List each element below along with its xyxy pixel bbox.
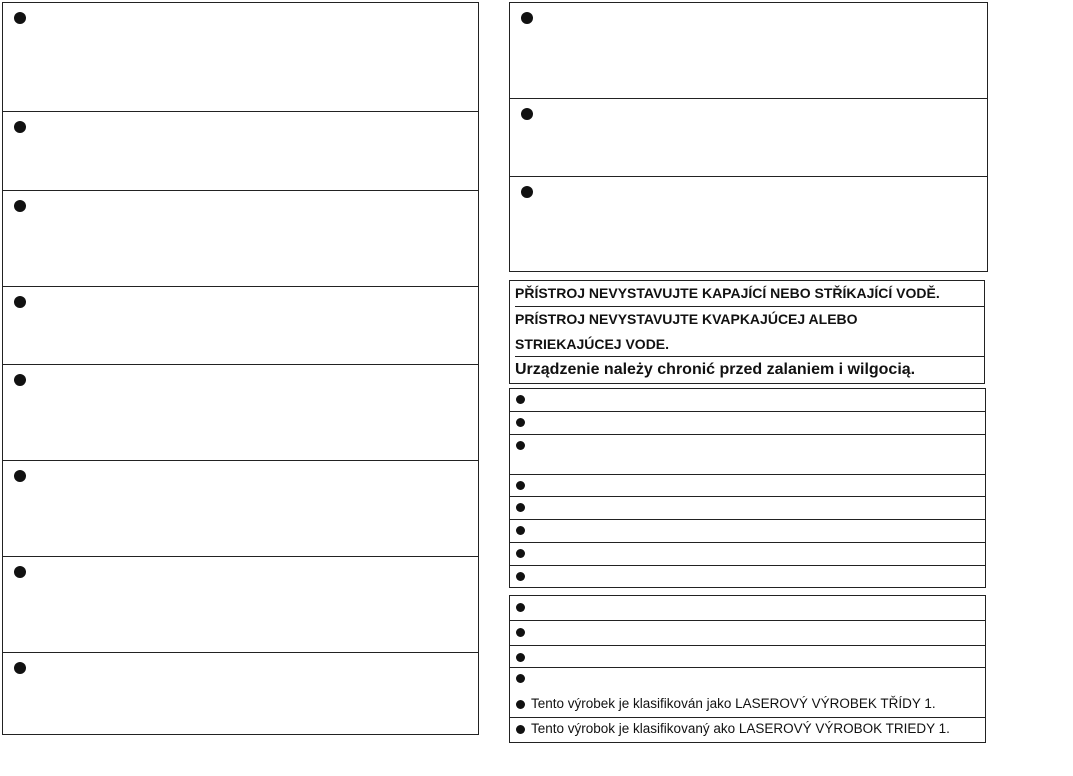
right-top-bullet-cell-3 <box>510 177 987 271</box>
left-bullet-cell-6 <box>3 461 478 557</box>
list1-item-4 <box>510 475 985 497</box>
bullet-icon <box>516 700 525 709</box>
left-bullet-cell-7 <box>3 557 478 653</box>
left-bullet-cell-1 <box>3 3 478 112</box>
bullet-icon <box>516 725 525 734</box>
bullet-icon <box>521 186 533 198</box>
left-bullet-panel <box>2 2 479 735</box>
bullet-icon <box>516 628 525 637</box>
left-bullet-cell-2 <box>3 112 478 191</box>
left-bullet-cell-5 <box>3 365 478 461</box>
bullet-icon <box>14 296 26 308</box>
bullet-icon <box>14 12 26 24</box>
bullet-icon <box>521 12 533 24</box>
bullet-icon <box>14 662 26 674</box>
list2-item-2 <box>510 621 985 646</box>
bullet-icon <box>516 395 525 404</box>
left-bullet-cell-3 <box>3 191 478 287</box>
bullet-icon <box>516 653 525 662</box>
right-bullet-list-1 <box>509 388 986 588</box>
list1-item-1 <box>510 389 985 412</box>
bullet-icon <box>516 549 525 558</box>
warning-polish-text: Urządzenie należy chronić przed zalaniem i wilgocią. <box>515 361 916 378</box>
warning-slovak-line1: PRÍSTROJ NEVYSTAVUJTE KVAPKAJÚCEJ ALEBO <box>515 311 858 327</box>
warning-slovak <box>515 307 984 357</box>
left-bullet-cell-8 <box>3 653 478 734</box>
laser-class-czech-text: Tento výrobek je klasifikován jako LASEROVÝ VÝROBEK TŘÍDY 1. <box>531 696 936 711</box>
left-bullet-cell-4 <box>3 287 478 365</box>
bullet-icon <box>521 108 533 120</box>
bullet-icon <box>14 121 26 133</box>
list1-item-6 <box>510 520 985 543</box>
bullet-icon <box>516 603 525 612</box>
right-top-bullet-cell-2 <box>510 99 987 177</box>
right-top-bullet-panel <box>509 2 988 272</box>
bullet-icon <box>516 503 525 512</box>
warning-polish <box>515 357 984 383</box>
list2-item-3 <box>510 646 985 668</box>
bullet-icon <box>516 441 525 450</box>
list1-item-8 <box>510 566 985 587</box>
bullet-icon <box>14 566 26 578</box>
warning-czech-text: PŘÍSTROJ NEVYSTAVUJTE KAPAJÍCÍ NEBO STŘÍKAJÍCÍ VODĚ. <box>515 285 940 301</box>
list1-item-2 <box>510 412 985 435</box>
bullet-icon <box>516 674 525 683</box>
list1-item-5 <box>510 497 985 520</box>
list1-item-7 <box>510 543 985 566</box>
right-bullet-list-2 <box>509 595 986 743</box>
bullet-icon <box>516 418 525 427</box>
bullet-icon <box>14 470 26 482</box>
bullet-icon <box>516 526 525 535</box>
warning-slovak-line2: STRIEKAJÚCEJ VODE. <box>515 336 670 352</box>
list2-item-4-laser-czech <box>510 668 985 718</box>
bullet-icon <box>516 572 525 581</box>
bullet-icon <box>516 481 525 490</box>
laser-class-slovak-text: Tento výrobok je klasifikovaný ako LASEROVÝ VÝROBOK TRIEDY 1. <box>531 721 950 736</box>
warning-czech <box>515 281 984 307</box>
list2-item-5-laser-slovak <box>510 718 985 742</box>
list1-item-3 <box>510 435 985 475</box>
right-top-bullet-cell-1 <box>510 3 987 99</box>
bullet-icon <box>14 374 26 386</box>
list2-item-1 <box>510 596 985 621</box>
water-warning-panel <box>509 280 985 384</box>
bullet-icon <box>14 200 26 212</box>
